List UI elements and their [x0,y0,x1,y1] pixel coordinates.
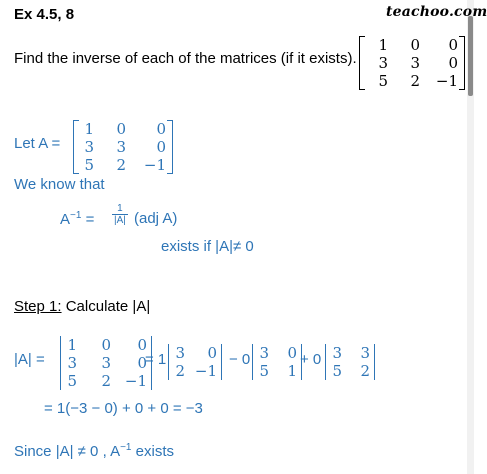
one-over-det [112,203,128,226]
matrix-cell: 1 [67,336,77,354]
since-sup: −1 [120,442,132,453]
matrix-cell: 3 [332,344,342,362]
matrix-cell: −1 [143,156,166,174]
since-tail: exists [131,443,174,460]
frac-denominator: |A| [114,215,126,226]
matrix-cell: 0 [101,336,111,354]
matrix-cell: 2 [101,372,111,390]
matrix-cell: 1 [378,36,388,54]
matrix-cell: 0 [410,36,420,54]
we-know-text: We know that [14,176,105,193]
scrollbar-thumb[interactable] [468,16,473,96]
matrix-cell: −1 [435,72,458,90]
matrix-cell: 3 [360,344,370,362]
matrix-cell: 0 [137,336,147,354]
inverse-lhs: A [60,211,71,228]
matrix-cell: 5 [84,156,94,174]
step1-label: Step 1: [14,298,62,315]
matrix-cell: 0 [287,344,297,362]
matrix-cell: 5 [259,362,269,380]
expand-eq: = 1 [145,351,167,368]
step1-heading [14,298,150,315]
inverse-formula [60,210,94,228]
matrix-cell: 2 [175,362,185,380]
matrix-a [80,120,166,174]
step1-text: Calculate |A| [65,298,151,315]
minor-2 [257,344,297,380]
matrix-cell: 1 [84,120,94,138]
inverse-sup: −1 [70,210,82,221]
result-line: = 1(−3 − 0) + 0 + 0 = −3 [44,400,203,417]
question-matrix [366,36,458,90]
matrix-cell: 0 [448,54,458,72]
matrix-cell: 0 [116,120,126,138]
minus-zero: − 0 [229,351,251,368]
matrix-cell: 3 [84,138,94,156]
minor-1 [173,344,217,380]
matrix-cell: 0 [156,120,166,138]
plus-zero: + 0 [300,351,322,368]
matrix-cell: 0 [137,354,147,372]
matrix-cell: −1 [194,362,217,380]
det-lhs: |A| = [14,351,45,368]
matrix-cell: 2 [116,156,126,174]
inverse-eq: = [85,211,95,228]
matrix-cell: 3 [175,344,185,362]
matrix-cell: 3 [259,344,269,362]
exists-condition: exists if |A|≠ 0 [161,238,254,255]
matrix-cell: 3 [67,354,77,372]
matrix-cell: 3 [378,54,388,72]
matrix-cell: 0 [207,344,217,362]
matrix-cell: 3 [101,354,111,372]
matrix-cell: 5 [67,372,77,390]
scrollbar[interactable] [467,0,474,474]
question-text: Find the inverse of each of the matrices (if it exists). [14,50,357,67]
since-text: Since |A| ≠ 0 , A [14,443,121,460]
matrix-cell: 3 [116,138,126,156]
matrix-cell: 0 [156,138,166,156]
minor-3 [330,344,370,380]
matrix-cell: 2 [410,72,420,90]
matrix-cell: 5 [378,72,388,90]
det-matrix [65,336,147,390]
let-a-label: Let A = [14,135,61,152]
frac-numerator: 1 [117,203,123,214]
brand-logo-text: teachoo.com [386,4,487,20]
adj-a-text: (adj A) [134,210,178,227]
matrix-cell: 0 [448,36,458,54]
matrix-cell: 2 [360,362,370,380]
matrix-cell: −1 [124,372,147,390]
matrix-cell: 5 [332,362,342,380]
since-line [14,442,174,460]
matrix-cell: 1 [287,362,297,380]
matrix-cell: 3 [410,54,420,72]
exercise-title: Ex 4.5, 8 [14,6,75,23]
